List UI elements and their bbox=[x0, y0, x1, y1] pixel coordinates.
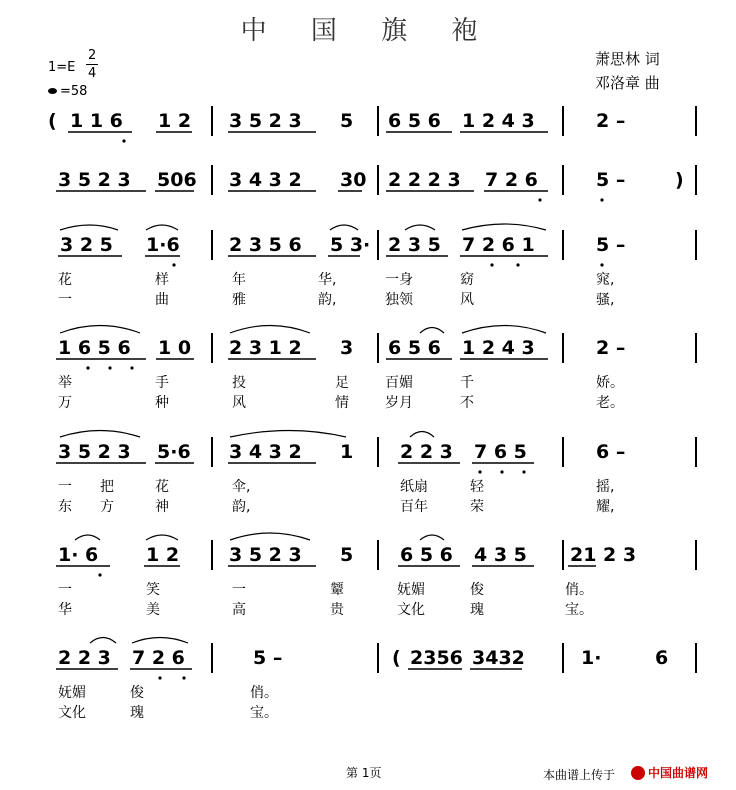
lyric-word: 俏。 bbox=[565, 582, 593, 598]
lyric-word: 不 bbox=[460, 395, 474, 411]
note-group: 3 5 2 3 bbox=[229, 544, 302, 566]
note-group: 2 3 5 6 bbox=[229, 234, 302, 256]
lyric-word: 瑰 bbox=[130, 705, 144, 721]
note-group: 2 2 2 3 bbox=[388, 169, 461, 191]
note-group: ) bbox=[675, 169, 684, 191]
note-group: 3 2 5 bbox=[60, 234, 113, 256]
lyric-word: 纸扇 bbox=[400, 479, 428, 495]
note-group: 7 6 5 bbox=[474, 441, 527, 463]
lyric-word: 伞, bbox=[232, 479, 251, 495]
note-group: 1 2 4 3 bbox=[462, 110, 535, 132]
lyric-word: 老。 bbox=[596, 395, 624, 411]
lyric-word: 举 bbox=[58, 375, 72, 391]
lyricist-credit: 萧思林 词 bbox=[595, 50, 660, 68]
lyric-word: 一 bbox=[58, 582, 72, 598]
lyric-word: 骚, bbox=[596, 292, 615, 308]
note-group: 1·6 bbox=[146, 234, 180, 256]
note-group: 6 5 6 bbox=[400, 544, 453, 566]
note-group: ( bbox=[392, 647, 401, 669]
lyric-word: 种 bbox=[155, 395, 169, 411]
note-group: 3 4 3 2 bbox=[229, 441, 302, 463]
composer-credit: 邓洛章 曲 bbox=[595, 74, 660, 92]
site-logo bbox=[631, 764, 708, 781]
lyric-word: 独领 bbox=[385, 292, 413, 308]
note-group: 1 2 bbox=[146, 544, 180, 566]
note-group: 5 – bbox=[596, 169, 626, 191]
note-group: 2 3 1 2 bbox=[229, 337, 302, 359]
note-group: 6 bbox=[655, 647, 669, 669]
lyric-word: 样 bbox=[155, 272, 169, 288]
note-group: 6 5 6 bbox=[388, 337, 441, 359]
lyric-word: 东 bbox=[58, 499, 72, 515]
note-group: 506 bbox=[157, 169, 197, 191]
slur-marks bbox=[60, 224, 546, 643]
note-group: 3 5 2 3 bbox=[58, 441, 131, 463]
note-group: 1 6 5 6 bbox=[58, 337, 131, 359]
lyric-word: 俊 bbox=[130, 685, 144, 701]
tempo-marking: =58 bbox=[60, 84, 88, 99]
lyric-word: 轻 bbox=[470, 479, 484, 495]
lyric-word: 方 bbox=[100, 499, 114, 515]
lyric-word: 情 bbox=[335, 395, 349, 411]
lyric-word: 美 bbox=[146, 602, 160, 618]
note-group: 30 bbox=[340, 169, 367, 191]
lyric-word: 宝。 bbox=[565, 602, 593, 618]
lyric-word: 风 bbox=[232, 395, 246, 411]
note-group: 1 1 6 bbox=[70, 110, 123, 132]
lyric-word: 窕, bbox=[596, 272, 615, 288]
key-signature: 1=E bbox=[48, 60, 76, 75]
note-group: 5 – bbox=[253, 647, 283, 669]
lyric-word: 一身 bbox=[385, 272, 413, 288]
note-group: 7 2 6 1 bbox=[462, 234, 535, 256]
note-group: 5 3· bbox=[330, 234, 371, 256]
lyric-word: 窈 bbox=[460, 272, 474, 288]
lyric-word: 高 bbox=[232, 602, 246, 618]
note-group: 5 bbox=[340, 544, 354, 566]
lyric-word: 花 bbox=[58, 272, 72, 288]
beam-lines bbox=[56, 132, 596, 669]
time-signature-bottom: 4 bbox=[88, 66, 97, 81]
note-group: 5·6 bbox=[157, 441, 191, 463]
note-group: 3432 bbox=[472, 647, 525, 669]
page-number: 第 1页 bbox=[346, 766, 382, 780]
lyric-word: 华 bbox=[58, 602, 72, 618]
lyric-word: 荣 bbox=[470, 499, 484, 515]
note-group: 21 2 3 bbox=[570, 544, 637, 566]
lyric-word: 摇, bbox=[596, 479, 615, 495]
lyric-word: 千 bbox=[460, 375, 474, 391]
lyric-word: 足 bbox=[335, 375, 349, 391]
lyric-word: 百年 bbox=[400, 499, 428, 515]
note-group: 3 bbox=[340, 337, 354, 359]
note-group: 3 5 2 3 bbox=[58, 169, 131, 191]
lyric-word: 娇。 bbox=[596, 375, 624, 391]
note-group: 3 5 2 3 bbox=[229, 110, 302, 132]
site-name: 中国曲谱网 bbox=[648, 766, 709, 780]
lyric-word: 韵, bbox=[232, 499, 251, 515]
time-signature-top: 2 bbox=[88, 48, 97, 63]
lyric-word: 雅 bbox=[232, 292, 246, 308]
lyric-word: 韵, bbox=[318, 292, 337, 308]
note-group: 1 0 bbox=[158, 337, 192, 359]
note-group: 2 – bbox=[596, 337, 626, 359]
note-group: 4 3 5 bbox=[474, 544, 527, 566]
lyric-word: 风 bbox=[460, 292, 474, 308]
globe-icon bbox=[631, 766, 645, 780]
note-group: 2 3 5 bbox=[388, 234, 441, 256]
note-group: 6 5 6 bbox=[388, 110, 441, 132]
note-group: 2 – bbox=[596, 110, 626, 132]
lyric-word: 瑰 bbox=[470, 602, 484, 618]
note-group: 2 2 3 bbox=[58, 647, 111, 669]
lyric-word: 一 bbox=[58, 479, 72, 495]
lyric-word: 笑 bbox=[146, 582, 160, 598]
lyric-word: 曲 bbox=[155, 292, 169, 308]
lyric-word: 把 bbox=[100, 479, 114, 495]
lyric-word: 一 bbox=[232, 582, 246, 598]
upload-note: 本曲谱上传于 bbox=[543, 768, 616, 782]
note-group: 6 – bbox=[596, 441, 626, 463]
note-group: 2 2 3 bbox=[400, 441, 453, 463]
lyric-word: 俊 bbox=[470, 582, 484, 598]
note-group: 5 – bbox=[596, 234, 626, 256]
lyric-word: 一 bbox=[58, 292, 72, 308]
octave-dots bbox=[86, 139, 603, 679]
lyric-word: 妩媚 bbox=[58, 685, 86, 701]
lyric-word: 花 bbox=[155, 479, 169, 495]
note-group: 1 bbox=[340, 441, 354, 463]
lyric-word: 耀, bbox=[596, 499, 615, 515]
note-group: 2356 bbox=[410, 647, 463, 669]
lyric-word: 颦 bbox=[330, 582, 344, 598]
lyric-word: 文化 bbox=[397, 602, 425, 618]
lyric-word: 俏。 bbox=[250, 685, 278, 701]
lyric-word: 文化 bbox=[58, 705, 86, 721]
song-title: 中 国 旗 袍 bbox=[240, 16, 496, 46]
note-group: 7 2 6 bbox=[485, 169, 538, 191]
note-group: 5 bbox=[340, 110, 354, 132]
note-group: 1 2 bbox=[158, 110, 192, 132]
note-group: 7 2 6 bbox=[132, 647, 185, 669]
lyric-word: 百媚 bbox=[385, 375, 413, 391]
note-group: 1· bbox=[581, 647, 602, 669]
note-group: 3 4 3 2 bbox=[229, 169, 302, 191]
lyric-word: 妩媚 bbox=[397, 582, 425, 598]
lyric-word: 神 bbox=[155, 499, 169, 515]
lyric-word: 万 bbox=[58, 395, 72, 411]
lyric-word: 年 bbox=[232, 272, 246, 288]
lyric-word: 岁月 bbox=[385, 395, 413, 411]
note-group: 1 2 4 3 bbox=[462, 337, 535, 359]
lyric-word: 宝。 bbox=[250, 705, 278, 721]
lyric-word: 华, bbox=[318, 272, 337, 288]
lyric-word: 贵 bbox=[330, 602, 344, 618]
lyric-word: 投 bbox=[232, 375, 246, 391]
lyric-word: 手 bbox=[155, 375, 169, 391]
note-group: ( bbox=[48, 110, 57, 132]
note-group: 1· 6 bbox=[58, 544, 99, 566]
